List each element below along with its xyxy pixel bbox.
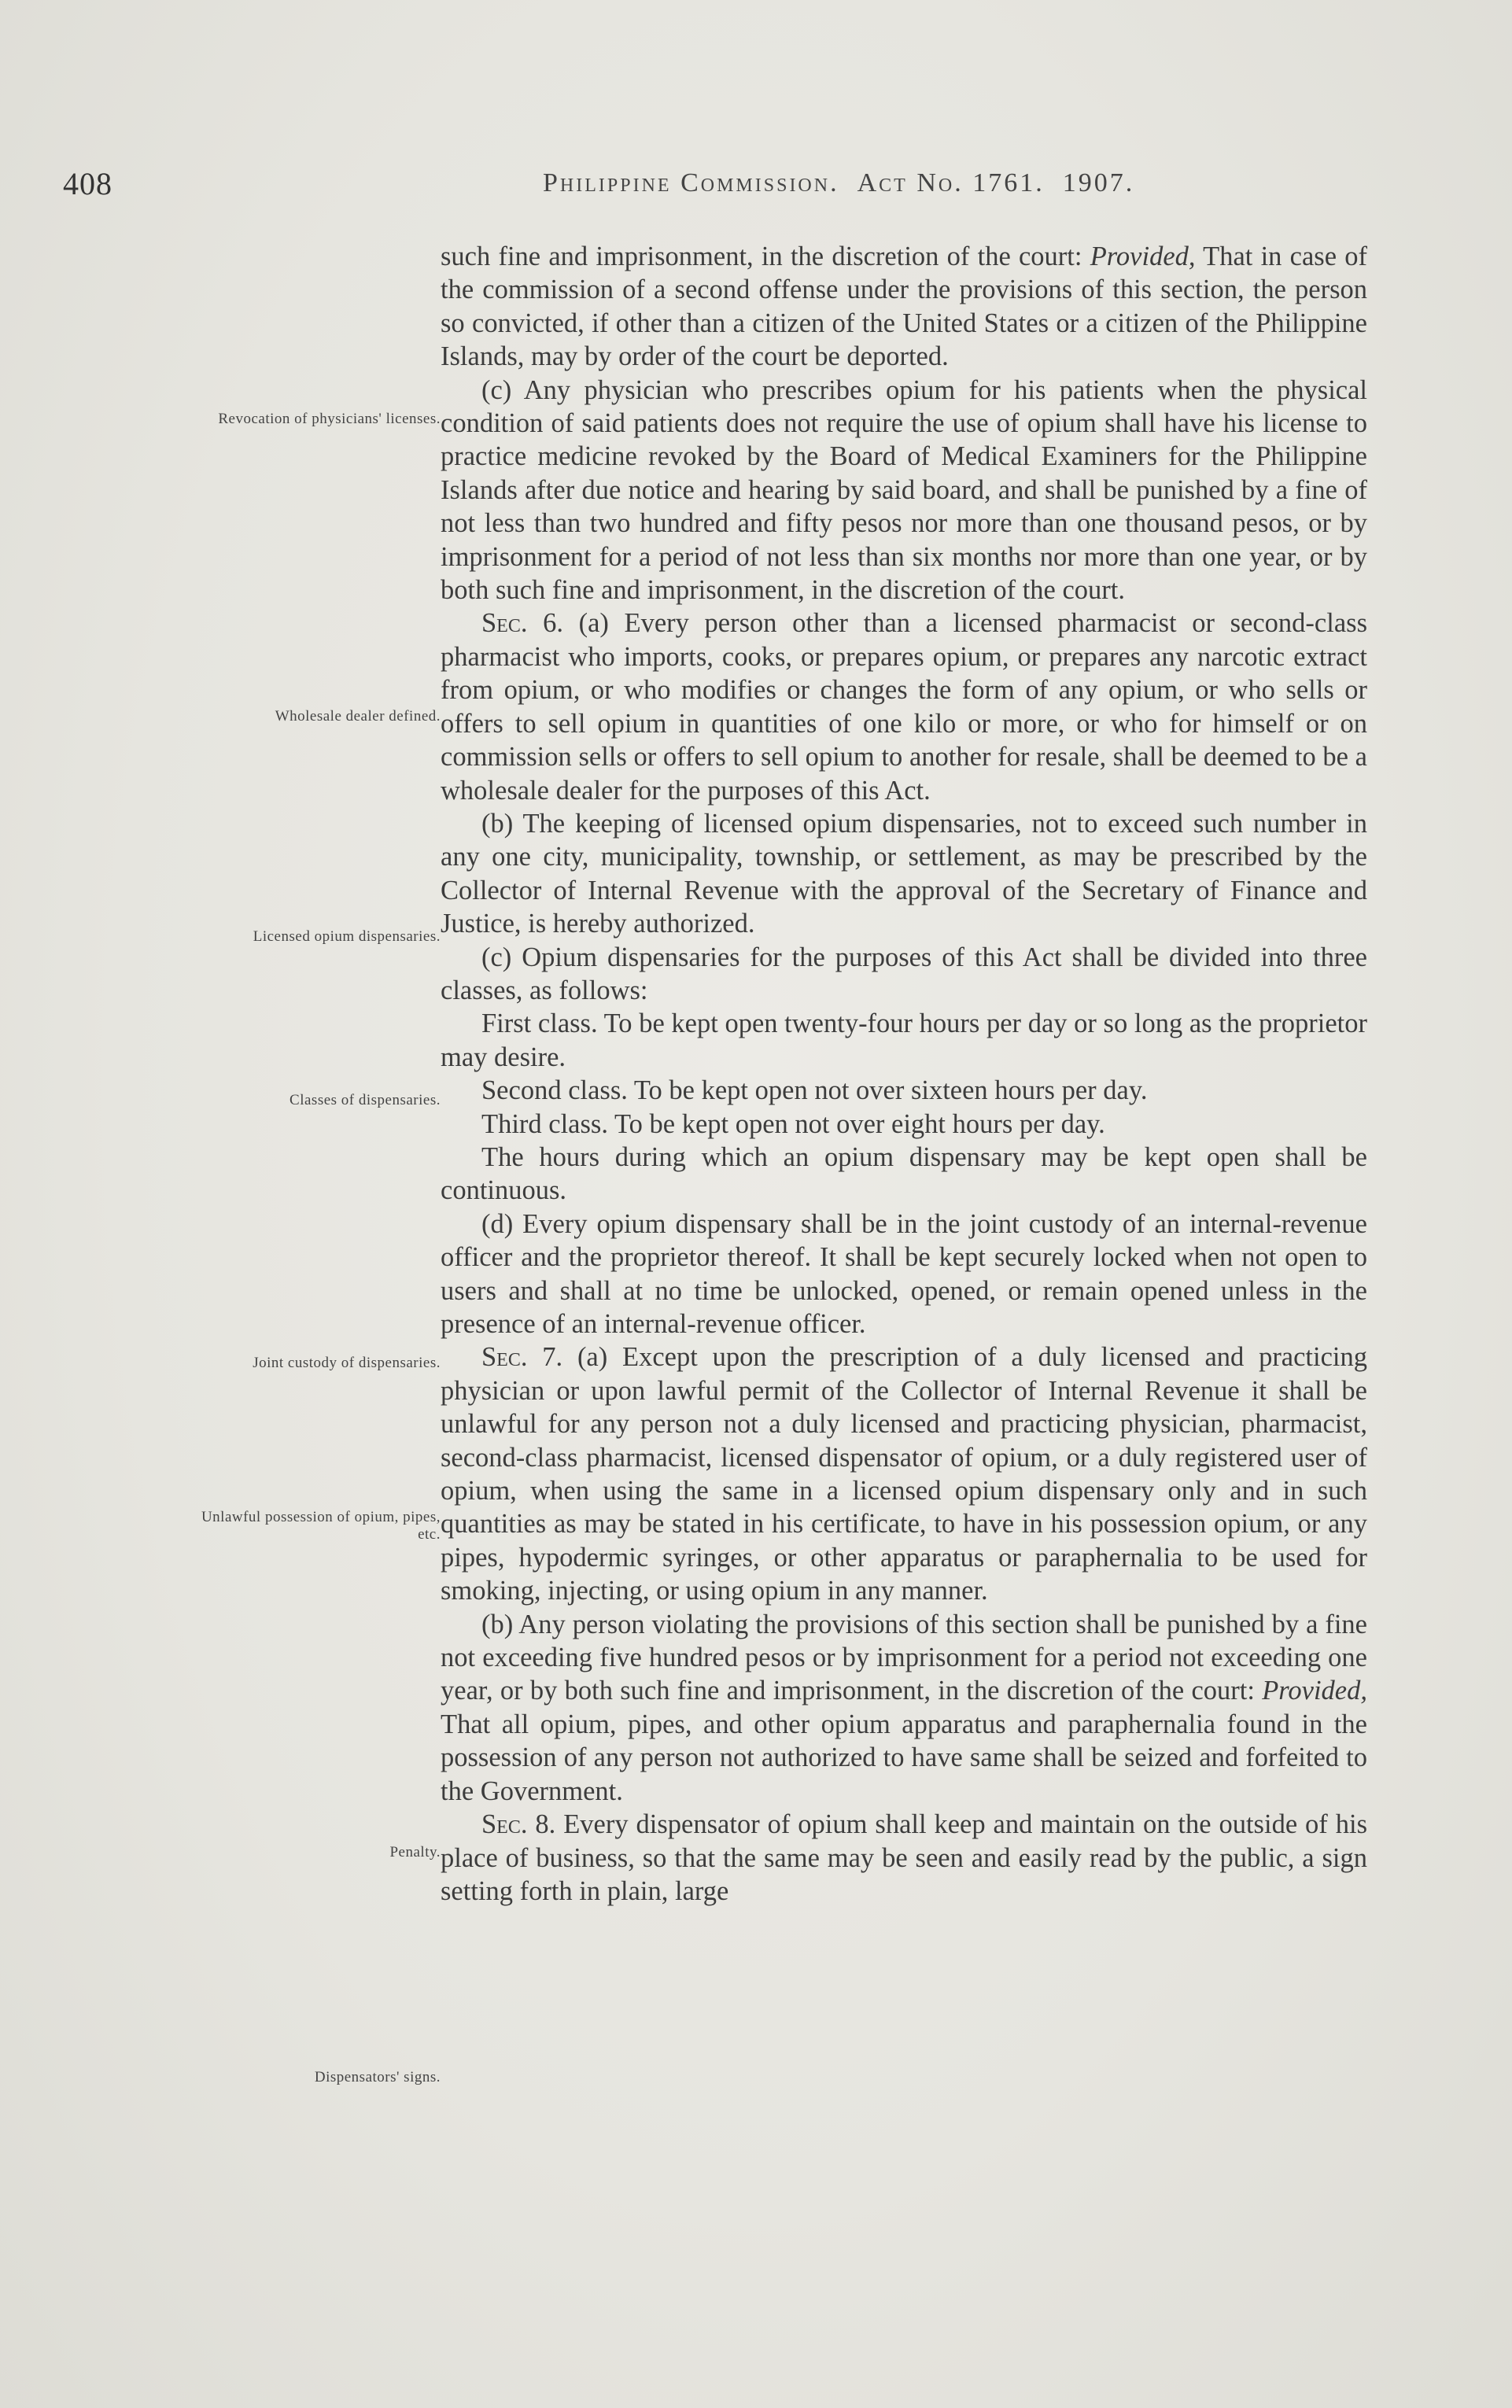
- paragraph: Second class. To be kept open not over sixteen hours per day.: [481, 1075, 1148, 1106]
- running-title-act: Act No. 1761.: [857, 168, 1045, 197]
- margin-note: Unlawful possession of opium, pipes, etc.: [201, 1509, 441, 1543]
- margin-note: Licensed opium dispensaries.: [253, 928, 441, 945]
- running-title-commission: Philippine Commission.: [543, 168, 839, 197]
- paragraph: (c) Any physician who prescribes opium for his patients when the physical condition of said patients does not require the use of opium shall have his license to practice medicine revoked by the Board of Medical Examiners for the Philippine Islands after due notice and hearing by said board, and shall be punished by a fine of not less than two hundred and fifty pesos nor more than one thousand pesos, or by imprisonment for a period of not less than six months nor more than one year, or by both such fine and imprisonment, in the discretion of the court.: [441, 374, 1367, 606]
- paragraph: (d) Every opium dispensary shall be in the joint custody of an internal-revenue officer and the proprietor thereof. It shall be kept securely locked when not open to users and shall at no time be unlocked, opened, or remain opened unless in the presence of an internal-revenue officer.: [441, 1208, 1367, 1339]
- margin-note: Dispensators' signs.: [314, 2069, 441, 2085]
- margin-note: Revocation of physicians' licenses.: [218, 411, 441, 427]
- paragraph-text: That in case of the commission of a second offense under the provisions of this section, the person so convicted, if other than a citizen of the United States or a citizen of the Philippine Islands, may by order of the court be deported.: [441, 242, 1367, 372]
- paragraph: [441, 1340, 1367, 1607]
- paragraph: First class. To be kept open twenty-four hours per day or so long as the proprietor may desire.: [441, 1009, 1367, 1072]
- margin-note: Joint custody of dispensaries.: [253, 1355, 441, 1371]
- margin-notes: [0, 0, 441, 2408]
- paragraph-text: (a) Except upon the prescription of a duly licensed and practicing physician or upon lawful permit of the Collector of Internal Revenue it shall be unlawful for any person not a duly licensed and practicing physician, pharmacist, second-class pharmacist, licensed dispensator of opium, or a duly registered user of opium, when using the same in a licensed opium dispensary only and in such quantities as may be stated in his certificate, to have in his possession opium, or any pipes, hypodermic syringes, or other apparatus or paraphernalia to be used for smoking, injecting, or using opium in any manner.: [441, 1342, 1367, 1606]
- paragraph: (c) Opium dispensaries for the purposes of this Act shall be divided into three classes, as follows:: [441, 942, 1367, 1005]
- paragraph-text: such fine and imprisonment, in the discretion of the court:: [441, 242, 1090, 271]
- proviso-word: Provided,: [1090, 242, 1196, 271]
- paragraph: [441, 1608, 1367, 1808]
- margin-note: Classes of dispensaries.: [289, 1092, 441, 1108]
- section-number: Sec. 7.: [481, 1342, 563, 1373]
- paragraph-text: (b) Any person violating the provisions of this section shall be punished by a fine not exceeding five hundred pesos or by imprisonment for a period not exceeding one year, or by both such fine and imprisonment, in the discretion of the court:: [441, 1609, 1367, 1706]
- paragraph: [441, 607, 1367, 806]
- section-number: Sec. 6.: [481, 608, 563, 639]
- paragraph: Third class. To be kept open not over eight hours per day.: [481, 1108, 1105, 1139]
- paragraph: [441, 1808, 1367, 1908]
- paragraph: [441, 240, 1367, 374]
- proviso-word: Provided,: [1262, 1676, 1367, 1706]
- section-number: Sec. 8.: [481, 1809, 556, 1840]
- page-number: 408: [63, 166, 112, 201]
- paragraph-text: (a) Every person other than a licensed pharmacist or second-class pharmacist who imports, cooks, or prepares opium, or prepares any narcotic extract from opium, or who modifies or changes the form of any opium, or who sells or offers to sell opium in quantities of one kilo or more, or who for himself or on commission sells or offers to sell opium to another for resale, shall be deemed to be a wholesale dealer for the purposes of this Act.: [441, 608, 1367, 806]
- paragraph-text: Every dispensator of opium shall keep and maintain on the outside of his place of business, so that the same may be seen and easily read by the public, a sign setting forth in plain, large: [441, 1809, 1367, 1906]
- running-title: [543, 168, 1134, 198]
- body-text: [441, 240, 1367, 1908]
- paragraph: (b) The keeping of licensed opium dispensaries, not to exceed such number in any one city, municipality, township, or settlement, as may be prescribed by the Collector of Internal Revenue with the approval of the Secretary of Finance and Justice, is hereby authorized.: [441, 808, 1367, 939]
- margin-note: Penalty.: [389, 1844, 441, 1860]
- paragraph: The hours during which an opium dispensary may be kept open shall be continuous.: [441, 1141, 1367, 1206]
- running-title-year: 1907.: [1062, 168, 1135, 197]
- margin-note: Wholesale dealer defined.: [275, 708, 441, 725]
- paragraph-text: That all opium, pipes, and other opium apparatus and paraphernalia found in the possession of any person not authorized to have same shall be seized and forfeited to the Government.: [441, 1709, 1367, 1806]
